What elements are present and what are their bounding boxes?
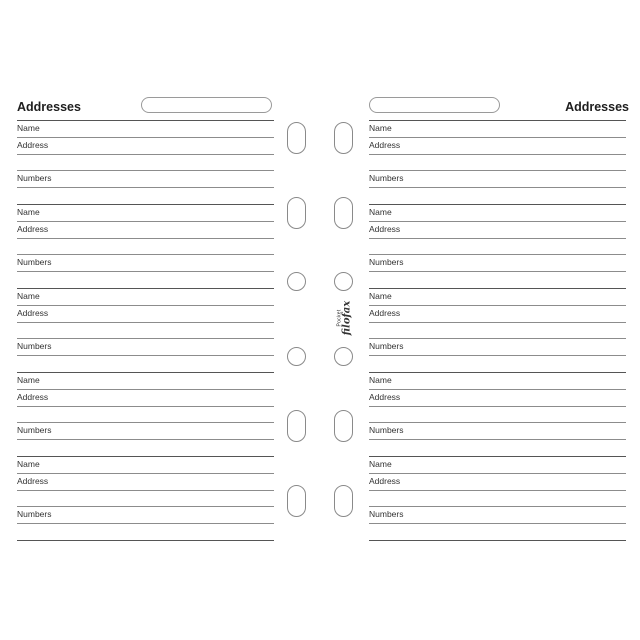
- numbers-line[interactable]: [17, 423, 274, 440]
- address-line[interactable]: [369, 390, 626, 407]
- address-line[interactable]: [17, 390, 274, 407]
- address-line-2[interactable]: [17, 155, 274, 172]
- binder-hole-round: [287, 272, 306, 291]
- address-label: Address: [17, 307, 49, 318]
- binder-hole-round: [334, 272, 353, 291]
- address-label: Address: [369, 223, 401, 234]
- binder-hole-oval: [334, 197, 353, 229]
- address-entry: [369, 289, 626, 373]
- numbers-line-2[interactable]: [17, 272, 274, 289]
- binder-hole-oval: [334, 485, 353, 517]
- address-line[interactable]: [17, 306, 274, 323]
- numbers-line-2[interactable]: [369, 524, 626, 541]
- address-entry: [17, 373, 274, 457]
- numbers-label: Numbers: [369, 425, 404, 436]
- name-label: Name: [369, 206, 392, 217]
- numbers-line[interactable]: [17, 507, 274, 524]
- address-line-2[interactable]: [369, 407, 626, 424]
- name-line[interactable]: [369, 205, 626, 222]
- numbers-line[interactable]: [17, 171, 274, 188]
- address-line-2[interactable]: [17, 323, 274, 340]
- address-label: Address: [369, 139, 401, 150]
- address-line-2[interactable]: [17, 491, 274, 508]
- name-line[interactable]: [17, 289, 274, 306]
- address-label: Address: [17, 475, 49, 486]
- numbers-line-2[interactable]: [369, 440, 626, 457]
- numbers-label: Numbers: [369, 509, 404, 520]
- address-entry: [369, 205, 626, 289]
- name-label: Name: [369, 458, 392, 469]
- page-title: Addresses: [17, 100, 81, 114]
- numbers-label: Numbers: [369, 257, 404, 268]
- name-label: Name: [17, 290, 40, 301]
- name-label: Name: [17, 123, 40, 133]
- numbers-label: Numbers: [17, 341, 52, 352]
- address-entry: [17, 121, 274, 205]
- name-line[interactable]: [17, 121, 274, 138]
- title-input-box[interactable]: [369, 97, 500, 113]
- numbers-line-2[interactable]: [17, 188, 274, 205]
- name-line[interactable]: [369, 289, 626, 306]
- address-entry: [17, 205, 274, 289]
- name-line[interactable]: [369, 457, 626, 474]
- address-label: Address: [369, 307, 401, 318]
- name-label: Name: [17, 374, 40, 385]
- address-line[interactable]: [17, 138, 274, 155]
- address-line[interactable]: [17, 222, 274, 239]
- numbers-line-2[interactable]: [17, 440, 274, 457]
- address-entry: [369, 457, 626, 541]
- entry-list: [17, 121, 274, 541]
- numbers-line[interactable]: [17, 255, 274, 272]
- numbers-line-2[interactable]: [369, 356, 626, 373]
- name-line[interactable]: [369, 373, 626, 390]
- numbers-line-2[interactable]: [369, 188, 626, 205]
- size-label: Pocket: [336, 309, 343, 327]
- left-header: [17, 96, 274, 120]
- numbers-line[interactable]: [369, 255, 626, 272]
- name-line[interactable]: [17, 373, 274, 390]
- address-line-2[interactable]: [17, 407, 274, 424]
- address-line[interactable]: [369, 222, 626, 239]
- page-title: Addresses: [565, 100, 629, 114]
- numbers-label: Numbers: [369, 173, 404, 184]
- address-line-2[interactable]: [369, 239, 626, 256]
- address-line[interactable]: [369, 474, 626, 491]
- brand-logo: filofax: [341, 300, 353, 336]
- address-entry: [369, 373, 626, 457]
- address-label: Address: [369, 391, 401, 402]
- name-line[interactable]: [369, 121, 626, 138]
- numbers-label: Numbers: [17, 509, 52, 520]
- name-label: Name: [369, 374, 392, 385]
- entry-list: [369, 121, 626, 541]
- binder-hole-oval: [334, 122, 353, 154]
- numbers-label: Numbers: [17, 173, 52, 184]
- right-page: [369, 96, 629, 520]
- name-label: Name: [17, 206, 40, 217]
- binder-hole-oval: [287, 485, 306, 517]
- binder-hole-oval: [287, 122, 306, 154]
- address-line-2[interactable]: [369, 155, 626, 172]
- numbers-label: Numbers: [17, 425, 52, 436]
- binder-hole-oval: [287, 197, 306, 229]
- name-label: Name: [369, 290, 392, 301]
- name-label: Name: [369, 123, 392, 133]
- address-line-2[interactable]: [369, 491, 626, 508]
- left-page: [17, 96, 274, 520]
- numbers-line[interactable]: [369, 171, 626, 188]
- address-label: Address: [369, 475, 401, 486]
- binder-hole-oval: [287, 410, 306, 442]
- address-entry: [369, 121, 626, 205]
- address-label: Address: [17, 391, 49, 402]
- address-label: Address: [17, 223, 49, 234]
- binder-hole-oval: [334, 410, 353, 442]
- address-line[interactable]: [17, 474, 274, 491]
- numbers-line[interactable]: [17, 339, 274, 356]
- numbers-line[interactable]: [369, 423, 626, 440]
- address-line-2[interactable]: [17, 239, 274, 256]
- binder-hole-round: [287, 347, 306, 366]
- filofax-logo: [337, 301, 352, 335]
- title-input-box[interactable]: [141, 97, 272, 113]
- numbers-label: Numbers: [369, 341, 404, 352]
- numbers-line-2[interactable]: [369, 272, 626, 289]
- right-header: [369, 96, 629, 120]
- numbers-line-2[interactable]: [17, 356, 274, 373]
- numbers-line[interactable]: [369, 507, 626, 524]
- numbers-label: Numbers: [17, 257, 52, 268]
- address-line-2[interactable]: [369, 323, 626, 340]
- numbers-line[interactable]: [369, 339, 626, 356]
- numbers-line-2[interactable]: [17, 524, 274, 541]
- address-entry: [17, 457, 274, 541]
- address-entry: [17, 289, 274, 373]
- name-line[interactable]: [17, 205, 274, 222]
- binder-hole-round: [334, 347, 353, 366]
- address-label: Address: [17, 139, 49, 150]
- address-line[interactable]: [369, 138, 626, 155]
- name-label: Name: [17, 458, 40, 469]
- name-line[interactable]: [17, 457, 274, 474]
- address-line[interactable]: [369, 306, 626, 323]
